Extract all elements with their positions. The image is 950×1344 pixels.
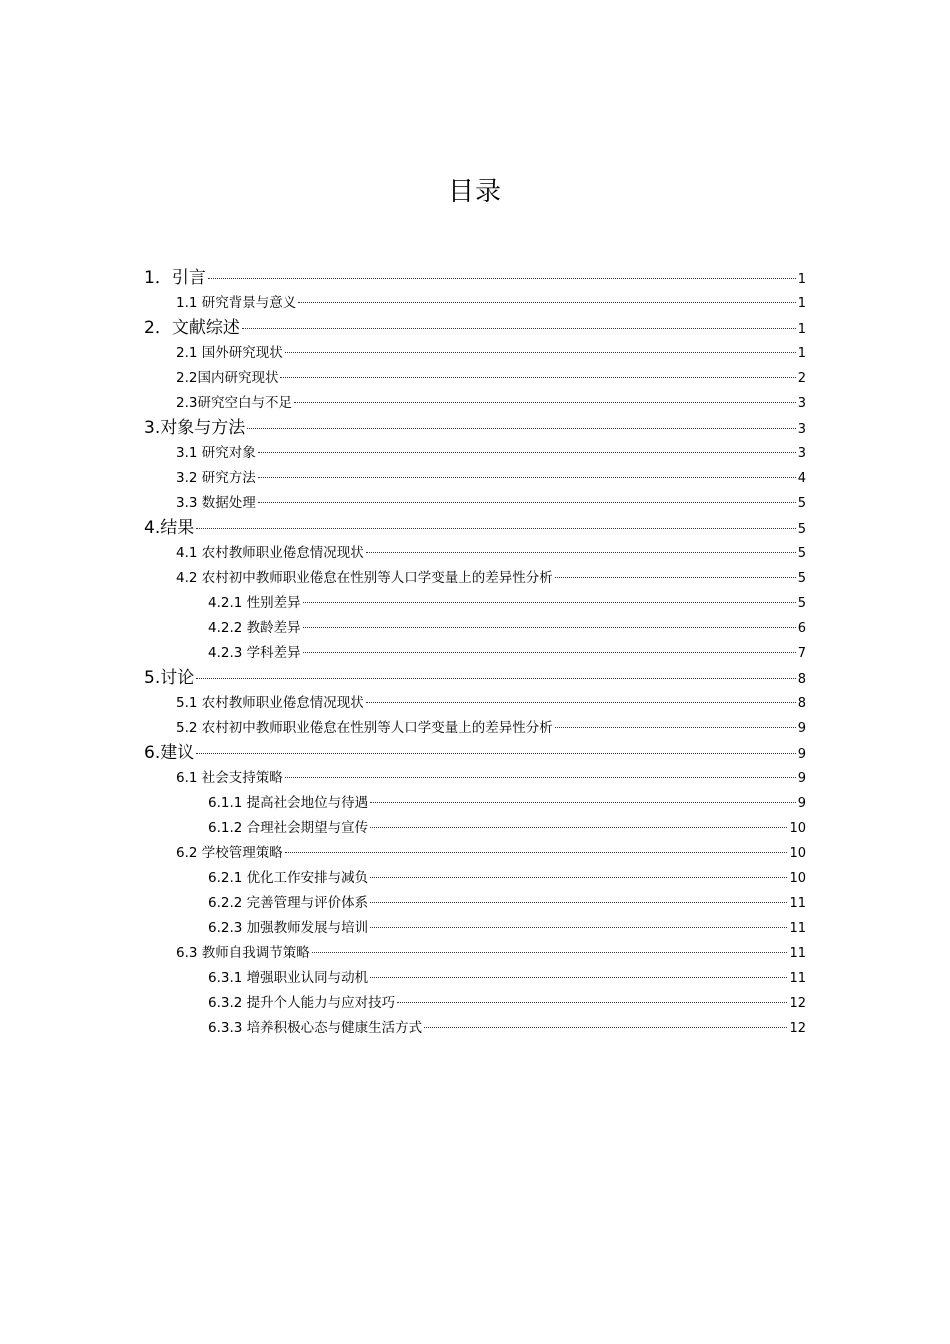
- toc-entry-label: 6.2.1 优化工作安排与减负: [208, 870, 369, 886]
- dot-leader: [370, 927, 787, 928]
- toc-entry-page-number: 12: [789, 996, 806, 1011]
- toc-entry-label: 6.2.3 加强教师发展与培训: [208, 920, 369, 936]
- toc-entry-page-number: 3: [797, 422, 806, 437]
- toc-entry-label: 5.2 农村初中教师职业倦怠在性别等人口学变量上的差异性分析: [176, 720, 553, 736]
- toc-entry[interactable]: [144, 616, 806, 641]
- dot-leader: [555, 577, 796, 578]
- toc-entry-label: 4.1 农村教师职业倦怠情况现状: [176, 545, 364, 561]
- dot-leader: [258, 452, 796, 453]
- toc-entry-label: 3.3 数据处理: [176, 495, 256, 511]
- toc-entry[interactable]: [144, 391, 806, 416]
- toc-entry-label: 6.2.2 完善管理与评价体系: [208, 895, 369, 911]
- toc-entry-page-number: 9: [797, 771, 806, 786]
- toc-entry[interactable]: [144, 666, 806, 691]
- toc-entry-page-number: 1: [797, 346, 806, 361]
- toc-entry-page-number: 3: [797, 396, 806, 411]
- toc-title: 目录: [447, 177, 502, 207]
- toc-entry[interactable]: [144, 366, 806, 391]
- toc-entry[interactable]: [144, 516, 806, 541]
- toc-entry[interactable]: [144, 491, 806, 516]
- toc-entry[interactable]: [144, 741, 806, 766]
- toc-entry-page-number: 11: [789, 971, 806, 986]
- toc-entry-page-number: 10: [789, 846, 806, 861]
- toc-entry-label: 6.3.2 提升个人能力与应对技巧: [208, 995, 396, 1011]
- toc-entry[interactable]: [144, 566, 806, 591]
- toc-entry[interactable]: [144, 466, 806, 491]
- dot-leader: [280, 377, 795, 378]
- dot-leader: [424, 1027, 787, 1028]
- toc-entry-label: 3.2 研究方法: [176, 470, 256, 486]
- toc-entry-page-number: 5: [797, 571, 806, 586]
- toc-entry[interactable]: [144, 441, 806, 466]
- toc-entry[interactable]: [144, 891, 806, 916]
- toc-entry[interactable]: [144, 791, 806, 816]
- toc-entry-label: 1．引言: [144, 268, 206, 288]
- dot-leader: [196, 678, 795, 679]
- toc-entry[interactable]: [144, 1016, 806, 1041]
- dot-leader: [370, 802, 796, 803]
- toc-entry-page-number: 1: [797, 322, 806, 337]
- toc-entry-page-number: 4: [797, 471, 806, 486]
- toc-entry-page-number: 1: [797, 272, 806, 287]
- dot-leader: [258, 477, 796, 478]
- toc-entry-label: 6.3.3 培养积极心态与健康生活方式: [208, 1020, 423, 1036]
- dot-leader: [285, 352, 796, 353]
- toc-entry-page-number: 9: [797, 721, 806, 736]
- toc-entry-page-number: 5: [797, 546, 806, 561]
- toc-entry-page-number: 7: [797, 646, 806, 661]
- dot-leader: [247, 428, 795, 429]
- toc-entry-page-number: 10: [789, 821, 806, 836]
- dot-leader: [208, 278, 796, 279]
- dot-leader: [366, 702, 796, 703]
- toc-entry[interactable]: [144, 691, 806, 716]
- toc-entry-label: 5.讨论: [144, 668, 195, 688]
- toc-entry-page-number: 1: [797, 296, 806, 311]
- toc-entry[interactable]: [144, 841, 806, 866]
- toc-entry[interactable]: [144, 541, 806, 566]
- toc-entry-label: 2.1 国外研究现状: [176, 345, 283, 361]
- toc-entry-label: 2.2国内研究现状: [176, 370, 279, 386]
- toc-entry-page-number: 5: [797, 522, 806, 537]
- dot-leader: [397, 1002, 787, 1003]
- dot-leader: [370, 977, 787, 978]
- toc-entry[interactable]: [144, 916, 806, 941]
- dot-leader: [370, 902, 787, 903]
- dot-leader: [196, 528, 795, 529]
- toc-entry[interactable]: [144, 866, 806, 891]
- dot-leader: [285, 777, 796, 778]
- dot-leader: [555, 727, 796, 728]
- toc-entry[interactable]: [144, 716, 806, 741]
- toc-entry-label: 6.3.1 增强职业认同与动机: [208, 970, 369, 986]
- toc-entry-page-number: 10: [789, 871, 806, 886]
- toc-entry-label: 6.建议: [144, 743, 195, 763]
- dot-leader: [370, 827, 787, 828]
- toc-entry[interactable]: [144, 341, 806, 366]
- dot-leader: [303, 627, 796, 628]
- toc-entry-page-number: 12: [789, 1021, 806, 1036]
- toc-entry-page-number: 6: [797, 621, 806, 636]
- toc-entry-page-number: 8: [797, 696, 806, 711]
- toc-entry-label: 4.2 农村初中教师职业倦怠在性别等人口学变量上的差异性分析: [176, 570, 553, 586]
- toc-entry[interactable]: [144, 591, 806, 616]
- dot-leader: [298, 302, 795, 303]
- toc-entry-label: 6.3 教师自我调节策略: [176, 945, 310, 961]
- toc-entry-label: 6.1 社会支持策略: [176, 770, 283, 786]
- toc-entry[interactable]: [144, 641, 806, 666]
- toc-entry-page-number: 2: [797, 371, 806, 386]
- toc-entry[interactable]: [144, 416, 806, 441]
- toc-entry-label: 4.2.2 教龄差异: [208, 620, 301, 636]
- toc-entry-label: 6.2 学校管理策略: [176, 845, 283, 861]
- dot-leader: [366, 552, 796, 553]
- toc-entry-page-number: 9: [797, 747, 806, 762]
- toc-entry[interactable]: [144, 966, 806, 991]
- toc-entry[interactable]: [144, 941, 806, 966]
- dot-leader: [285, 852, 788, 853]
- toc-entry[interactable]: [144, 316, 806, 341]
- toc-entry[interactable]: [144, 291, 806, 316]
- dot-leader: [294, 402, 796, 403]
- toc-entry-label: 3.对象与方法: [144, 418, 246, 438]
- toc-entry-page-number: 3: [797, 446, 806, 461]
- dot-leader: [312, 952, 788, 953]
- dot-leader: [303, 652, 796, 653]
- toc-entry-page-number: 11: [789, 946, 806, 961]
- dot-leader: [370, 877, 787, 878]
- toc-entry[interactable]: [144, 991, 806, 1016]
- table-of-contents: [144, 266, 806, 1041]
- toc-entry-page-number: 8: [797, 672, 806, 687]
- toc-entry-label: 2．文献综述: [144, 318, 240, 338]
- toc-entry-page-number: 11: [789, 921, 806, 936]
- toc-entry-label: 5.1 农村教师职业倦怠情况现状: [176, 695, 364, 711]
- toc-entry-label: 4.2.3 学科差异: [208, 645, 301, 661]
- dot-leader: [242, 328, 796, 329]
- dot-leader: [303, 602, 796, 603]
- toc-entry[interactable]: [144, 816, 806, 841]
- toc-entry[interactable]: [144, 266, 806, 291]
- toc-entry[interactable]: [144, 766, 806, 791]
- toc-entry-label: 4.结果: [144, 518, 195, 538]
- toc-entry-page-number: 9: [797, 796, 806, 811]
- toc-entry-label: 6.1.1 提高社会地位与待遇: [208, 795, 369, 811]
- toc-entry-label: 1.1 研究背景与意义: [176, 295, 297, 311]
- toc-entry-label: 3.1 研究对象: [176, 445, 256, 461]
- toc-entry-label: 2.3研究空白与不足: [176, 395, 292, 411]
- toc-entry-page-number: 5: [797, 496, 806, 511]
- dot-leader: [196, 753, 795, 754]
- toc-entry-page-number: 11: [789, 896, 806, 911]
- toc-entry-label: 6.1.2 合理社会期望与宣传: [208, 820, 369, 836]
- toc-entry-page-number: 5: [797, 596, 806, 611]
- dot-leader: [258, 502, 796, 503]
- toc-entry-label: 4.2.1 性别差异: [208, 595, 301, 611]
